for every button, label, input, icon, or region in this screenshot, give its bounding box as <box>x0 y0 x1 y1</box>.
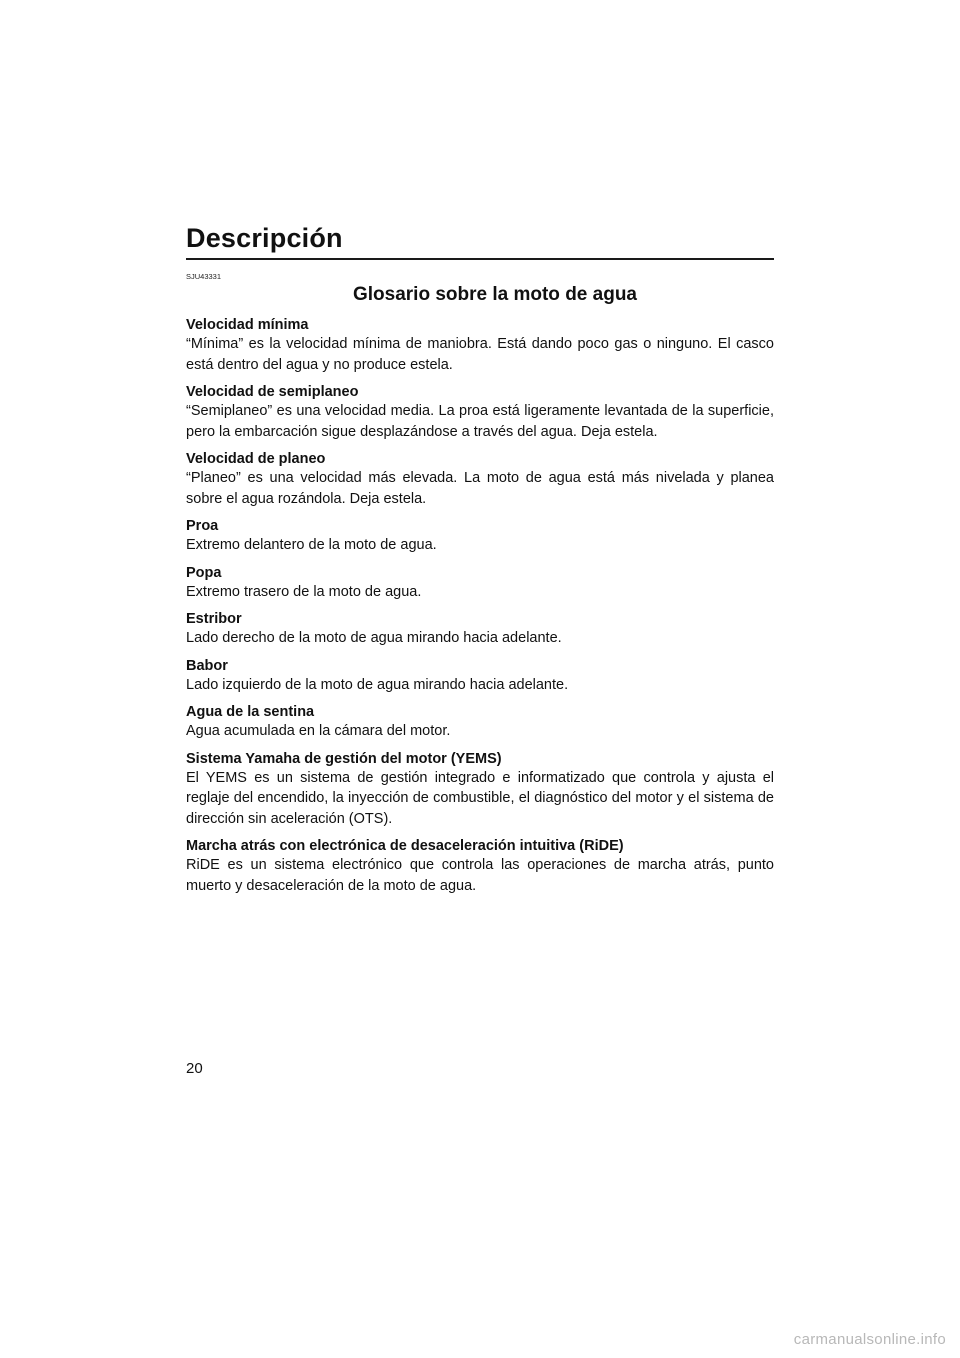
glossary-definition: El YEMS es un sistema de gestión integrado e informatizado que controla y ajusta el reglaje del encendido, la inyección de combustible, el diagnóstico del motor y el sistema de dirección sin aceleración (OTS). <box>186 769 774 827</box>
glossary-term: Velocidad de planeo <box>186 451 326 467</box>
glossary-definition: “Semiplaneo” es una velocidad media. La proa está ligeramente levantada de la superficie, pero la embarcación sigue desplazándose a través del agua. Deja estela. <box>186 403 774 440</box>
watermark-link[interactable]: carmanualsonline.info <box>793 1331 946 1348</box>
glossary-entry <box>186 383 774 442</box>
section-title: Descripción <box>186 223 343 253</box>
glossary-definition: Lado derecho de la moto de agua mirando hacia adelante. <box>186 630 562 646</box>
glossary-definition: RiDE es un sistema electrónico que controla las operaciones de marcha atrás, punto muerto y desaceleración de la moto de agua. <box>186 857 774 894</box>
glossary-term: Marcha atrás con electrónica de desaceleración intuitiva (RiDE) <box>186 838 624 854</box>
glossary-entry <box>186 750 774 830</box>
glossary-entry <box>186 610 774 649</box>
glossary-entry <box>186 450 774 509</box>
glossary-entry <box>186 657 774 696</box>
glossary-list <box>186 316 774 896</box>
glossary-title: Glosario sobre la moto de agua <box>352 284 637 305</box>
glossary-term: Agua de la sentina <box>186 704 315 720</box>
glossary-term: Babor <box>186 657 228 674</box>
glossary-entry <box>186 316 774 375</box>
glossary-entry <box>186 837 774 896</box>
glossary-definition: “Planeo” es una velocidad más elevada. La moto de agua está más nivelada y planea sobre el agua rozándola. Deja estela. <box>186 470 774 507</box>
main-content <box>186 272 774 904</box>
page-header <box>186 222 774 260</box>
glossary-term: Estribor <box>186 611 242 627</box>
glossary-definition: Agua acumulada en la cámara del motor. <box>186 723 451 739</box>
glossary-term: Proa <box>186 518 219 534</box>
glossary-definition: Extremo trasero de la moto de agua. <box>186 583 422 600</box>
glossary-term: Velocidad de semiplaneo <box>186 384 359 400</box>
glossary-term: Sistema Yamaha de gestión del motor (YEMS) <box>186 750 502 767</box>
glossary-term: Velocidad mínima <box>186 317 309 333</box>
glossary-term: Popa <box>186 564 222 581</box>
glossary-entry <box>186 564 774 603</box>
glossary-entry <box>186 517 774 556</box>
document-code: SJU43331 <box>186 272 222 281</box>
glossary-definition: “Mínima” es la velocidad mínima de maniobra. Está dando poco gas o ninguno. El casco está dentro del agua y no produce estela. <box>186 336 774 373</box>
glossary-entry <box>186 703 774 742</box>
page-number: 20 <box>186 1060 203 1077</box>
glossary-definition: Extremo delantero de la moto de agua. <box>186 537 437 553</box>
glossary-definition: Lado izquierdo de la moto de agua mirando hacia adelante. <box>186 676 569 693</box>
